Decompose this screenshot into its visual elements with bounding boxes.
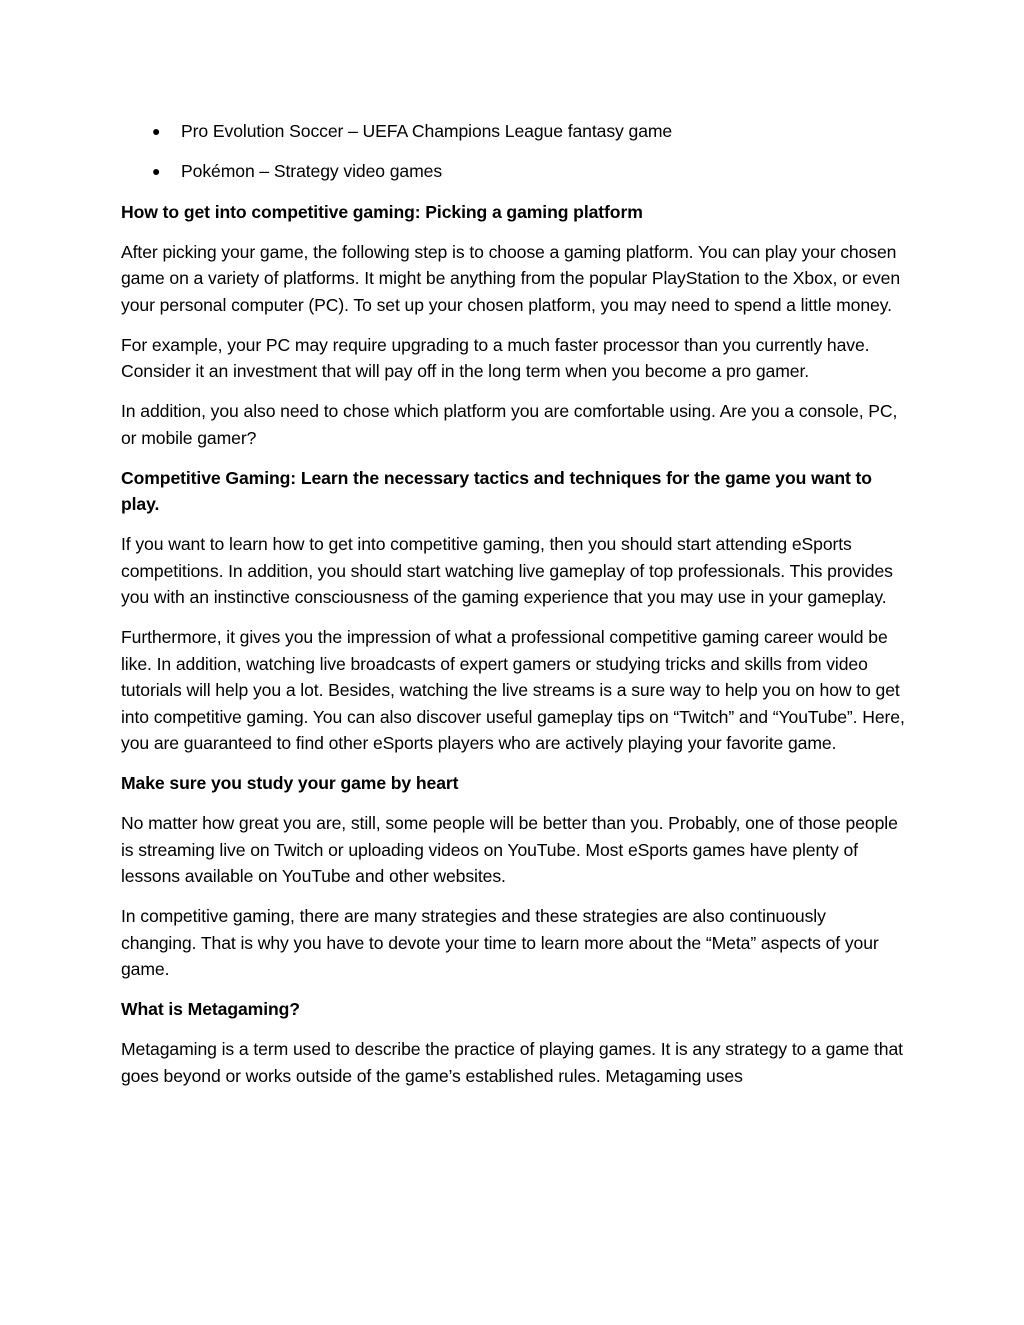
paragraph: No matter how great you are, still, some people will be better than you. Probably, one of those people is streaming live on Twitch or uploading videos on YouTube. Most eSports games have plenty of lessons available on YouTube and other websites.: [121, 813, 898, 886]
paragraph: In addition, you also need to chose which platform you are comfortable using. Are you a console, PC, or mobile gamer?: [121, 401, 898, 448]
list-item: [121, 158, 905, 185]
section-heading: How to get into competitive gaming: Picking a gaming platform: [121, 201, 643, 222]
document-page: [121, 118, 905, 1103]
paragraph: In competitive gaming, there are many strategies and these strategies are also continuously changing. That is why you have to devote your time to learn more about the “Meta” aspects of your game.: [121, 906, 879, 979]
paragraph: If you want to learn how to get into competitive gaming, then you should start attending eSports competitions. In addition, you should start watching live gameplay of top professionals. This provides you with an instinctive consciousness of the gaming experience that you may use in your gameplay.: [121, 534, 893, 607]
bullet-icon: ●: [152, 123, 161, 139]
paragraph: Furthermore, it gives you the impression of what a professional competitive gaming career would be like. In addition, watching live broadcasts of expert gamers or studying tricks and skills from video tutorials will help you a lot. Besides, watching the live streams is a sure way to help you on how to get into competitive gaming. You can also discover useful gameplay tips on “Twitch” and “YouTube”. Here, you are guaranteed to find other eSports players who are actively playing your favorite game.: [121, 627, 905, 753]
list-item-text: Pro Evolution Soccer – UEFA Champions League fantasy game: [181, 121, 673, 141]
section-heading: Make sure you study your game by heart: [121, 773, 459, 793]
bullet-icon: ●: [152, 163, 161, 179]
paragraph: For example, your PC may require upgrading to a much faster processor than you currently have. Consider it an investment that will pay off in the long term when you become a pro gamer.: [121, 334, 870, 381]
paragraph: After picking your game, the following step is to choose a gaming platform. You can play your chosen game on a variety of platforms. It might be anything from the popular PlayStation to the Xbox, or even your personal computer (PC). To set up your chosen platform, you may need to spend a little money.: [121, 241, 901, 315]
bullet-list: [121, 118, 905, 185]
section-heading: Competitive Gaming: Learn the necessary tactics and techniques for the game you want to play.: [121, 467, 872, 514]
paragraph: Metagaming is a term used to describe the practice of playing games. It is any strategy to a game that goes beyond or works outside of the game’s established rules. Metagaming uses: [121, 1039, 903, 1086]
section-heading: What is Metagaming?: [121, 999, 300, 1019]
list-item: [121, 118, 905, 145]
list-item-text: Pokémon – Strategy video games: [181, 161, 443, 181]
